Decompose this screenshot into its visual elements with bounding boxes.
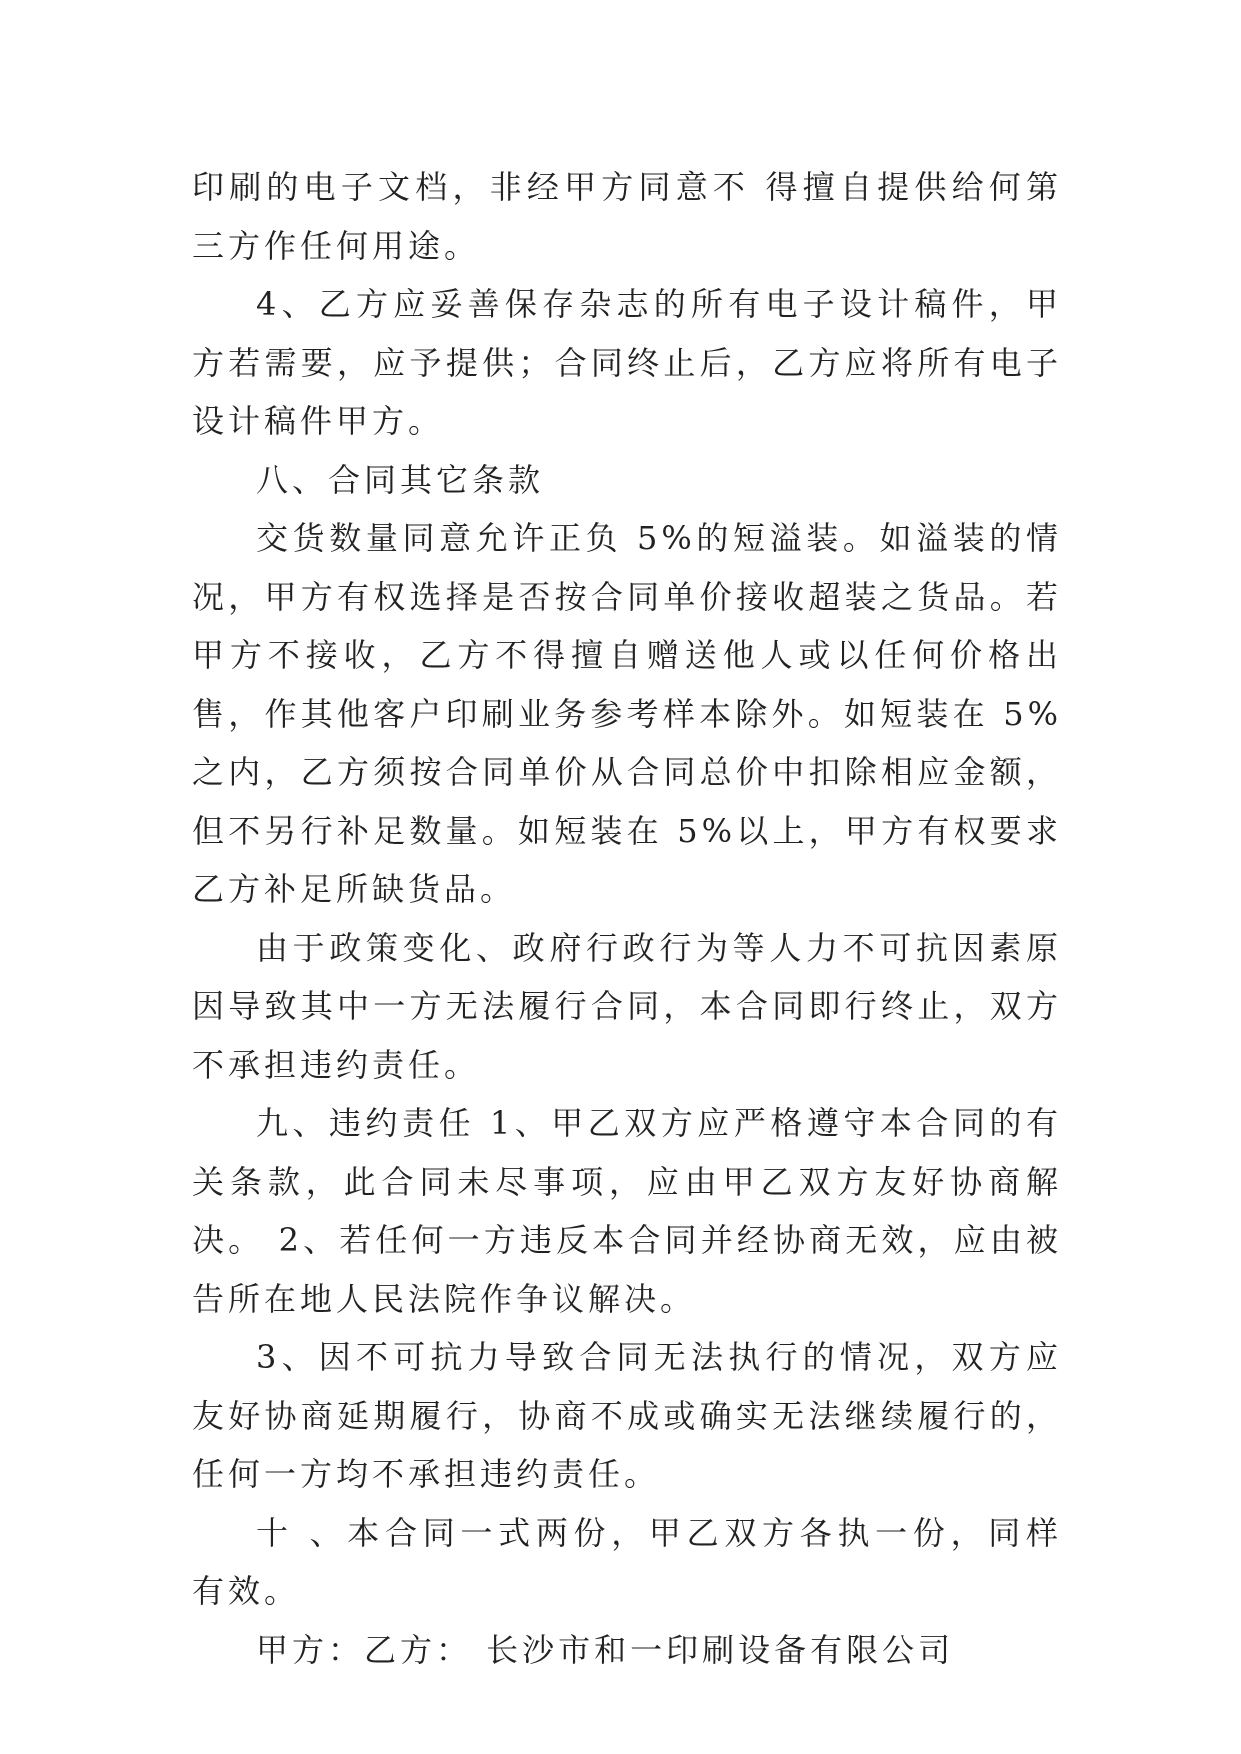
paragraph-clause-3: 3、因不可抗力导致合同无法执行的情况，双方应友好协商延期履行，协商不成或确实无法继续履行的，任何一方均不承担违约责任。 bbox=[192, 1338, 1062, 1493]
paragraph-quantity-terms: 交货数量同意允许正负 5%的短溢装。如溢装的情况，甲方有权选择是否按合同单价接收超装之货品。若甲方不接收，乙方不得擅自赠送他人或以任何价格出售，作其他客户印刷业务参考样本除外。如短装在 5%之内，乙方须按合同单价从合同总价中扣除相应金额，但不另行补足数量。如短装在 5%以上，甲方有权要求乙方补足所缺货品。 bbox=[192, 519, 1062, 908]
signature-line: 甲方：乙方： 长沙市和一印刷设备有限公司 bbox=[256, 1630, 955, 1669]
paragraph-section-10: 十 、本合同一式两份，甲乙双方各执一份，同样有效。 bbox=[192, 1513, 1062, 1610]
paragraph-clause-4: 4、乙方应妥善保存杂志的所有电子设计稿件，甲方若需要，应予提供；合同终止后，乙方应将所有电子设计稿件甲方。 bbox=[192, 285, 1062, 440]
paragraph-section-9-breach: 九、违约责任 1、甲乙双方应严格遵守本合同的有关条款，此合同未尽事项，应由甲乙双方友好协商解决。 2、若任何一方违反本合同并经协商无效，应由被告所在地人民法院作争议解决。 bbox=[192, 1104, 1062, 1318]
paragraph-continuation: 印刷的电子文档，非经甲方同意不 得擅自提供给何第三方作任何用途。 bbox=[192, 168, 1062, 265]
paragraph-force-majeure-policy: 由于政策变化、政府行政行为等人力不可抗因素原因导致其中一方无法履行合同，本合同即行终止，双方不承担违约责任。 bbox=[192, 928, 1062, 1084]
contract-text bbox=[192, 158, 1062, 1679]
section-heading-8: 八、合同其它条款 bbox=[256, 460, 545, 499]
